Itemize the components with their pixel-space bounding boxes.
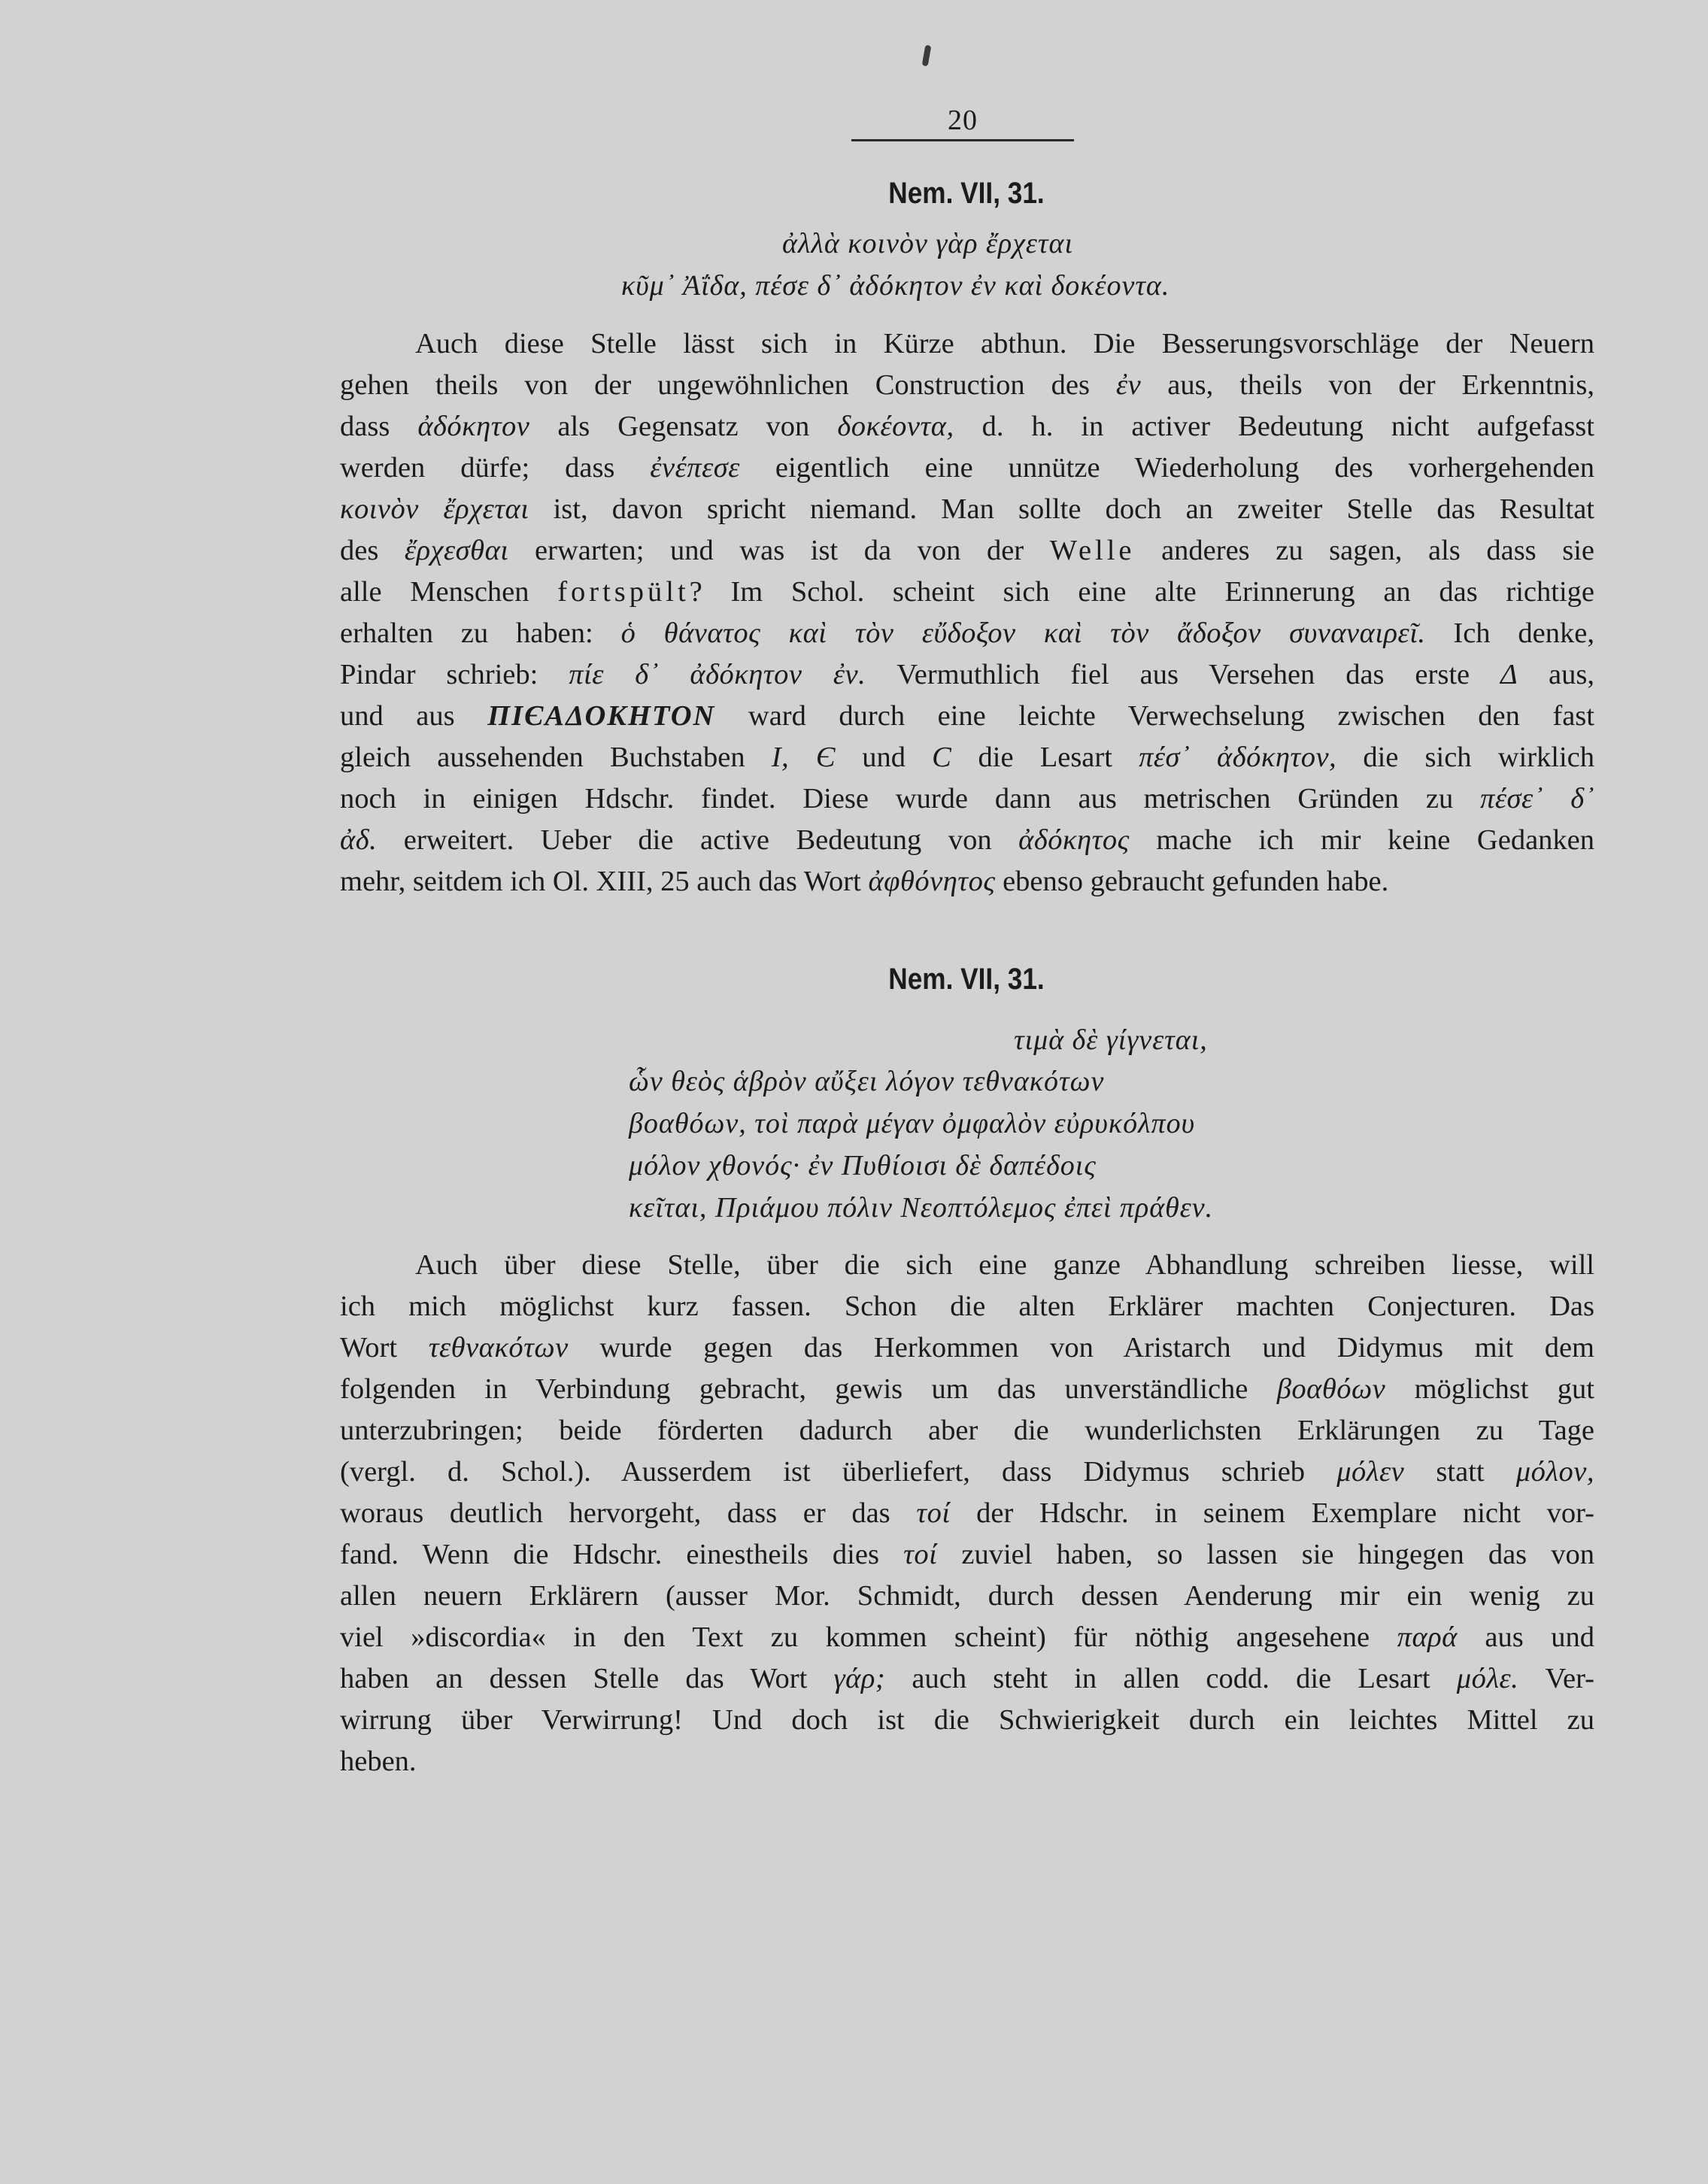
body-line: fand. Wenn die Hdschr. einestheils dies τοί zuviel haben, so lassen sie hingegen das von (340, 1539, 1595, 1570)
verse-line: μόλον χθονός· ἐν Πυθίοισι δὲ δαπέδοις (629, 1150, 1097, 1181)
section-1-verse-line (621, 265, 1170, 307)
body-line: erhalten zu haben: ὁ θάνατος καὶ τὸν εὔδοξον καὶ τὸν ἄδοξον συναναιρεῖ. Ich denke, (340, 617, 1594, 649)
verse-line: κεῖται, Πριάμου πόλιν Νεοπτόλεμος ἐπεὶ πράθεν. (629, 1192, 1214, 1224)
body-line: werden dürfe; dass ἐνέπεσε eigentlich eine unnütze Wiederholung des vorhergehenden (340, 452, 1594, 484)
body-line: Auch über diese Stelle, über die sich eine ganze Abhandlung schreiben liesse, will (415, 1249, 1594, 1281)
body-line: heben. (340, 1746, 417, 1777)
body-line: dass ἀδόκητον als Gegensatz von δοκέοντα, d. h. in activer Bedeutung nicht aufgefasst (340, 411, 1594, 442)
body-line: Pindar schrieb: πίε δ᾽ ἀδόκητον ἐν. Vermuthlich fiel aus Versehen das erste Δ aus, (340, 659, 1594, 690)
body-line: ich mich möglichst kurz fassen. Schon die alten Erklärer machten Conjecturen. Das (340, 1291, 1594, 1322)
body-line: alle Menschen fortspült? Im Schol. scheint sich eine alte Erinnerung an das richtige (340, 576, 1594, 608)
verse-line: τιμὰ δὲ γίγνεται, (1014, 1024, 1208, 1056)
section-2-body (340, 1245, 1594, 1782)
body-line: gehen theils von der ungewöhnlichen Construction des ἐν aus, theils von der Erkenntnis, (340, 369, 1594, 401)
body-line: Wort τεθνακότων wurde gegen das Herkommen von Aristarch und Didymus mit dem (340, 1332, 1594, 1363)
body-line: ἀδ. erweitert. Ueber die active Bedeutung von ἀδόκητος mache ich mir keine Gedanken (340, 824, 1594, 856)
body-line: folgenden in Verbindung gebracht, gewis um das unverständliche βοαθόων möglichst gut (340, 1373, 1594, 1405)
body-line: gleich aussehenden Buchstaben Ι, Є und C die Lesart πέσ᾽ ἀδόκητον, die sich wirklich (340, 742, 1594, 773)
body-line: haben an dessen Stelle das Wort γάρ; auch steht in allen codd. die Lesart μόλε. Ver- (340, 1663, 1595, 1694)
body-line: allen neuern Erklärern (ausser Mor. Schmidt, durch dessen Aenderung mir ein wenig zu (340, 1580, 1594, 1612)
verse-line: ἀλλὰ κοινὸν γὰρ ἔρχεται (782, 228, 1074, 259)
section-2-verse-block (629, 1060, 1213, 1229)
section-2-verse-line (1014, 1019, 1208, 1061)
body-line: viel »discordia« in den Text zu kommen scheint) für nöthig angesehene παρά aus und (340, 1621, 1594, 1653)
body-line: unterzubringen; beide förderten dadurch aber die wunderlichsten Erklärungen zu Tage (340, 1415, 1594, 1446)
body-line: mehr, seitdem ich Ol. XIII, 25 auch das Wort ἀφθόνητος ebenso gebraucht gefunden habe. (340, 866, 1389, 897)
page-number: 20 (948, 105, 978, 136)
body-line: des ἔρχεσθαι erwarten; und was ist da von der Welle anderes zu sagen, als dass sie (340, 535, 1594, 566)
section-1-verse-line (782, 223, 1073, 265)
section-1-heading: Nem. VII, 31. (888, 177, 1045, 210)
section-2-heading: Nem. VII, 31. (888, 963, 1045, 996)
body-line: und aus ΠΙЄΑΔΟΚΗΤΟΝ ward durch eine leichte Verwechselung zwischen den fast (340, 700, 1594, 732)
verse-line: βοαθόων, τοὶ παρὰ μέγαν ὀμφαλὸν εὐρυκόλπου (629, 1108, 1196, 1139)
verse-line: ὧν θεὸς ἁβρὸν αὔξει λόγον τεθνακότων (629, 1066, 1105, 1097)
ink-mark (922, 45, 932, 67)
body-line: wirrung über Verwirrung! Und doch ist die Schwierigkeit durch ein leichtes Mittel zu (340, 1704, 1594, 1736)
verse-line: κῦμ᾽ Ἀΐδα, πέσε δ᾽ ἀδόκητον ἐν καὶ δοκέοντα. (621, 270, 1170, 302)
body-line: κοινὸν ἔρχεται ist, davon spricht niemand. Man sollte doch an zweiter Stelle das Resultat (340, 493, 1594, 525)
section-1-body (340, 323, 1594, 902)
body-line: Auch diese Stelle lässt sich in Kürze abthun. Die Besserungsvorschläge der Neuern (415, 328, 1594, 359)
body-line: (vergl. d. Schol.). Ausserdem ist überliefert, dass Didymus schrieb μόλεν statt μόλον, (340, 1456, 1594, 1488)
body-line: woraus deutlich hervorgeht, dass er das τοί der Hdschr. in seinem Exemplare nicht vor- (340, 1497, 1594, 1529)
header-rule (851, 139, 1074, 141)
body-line: noch in einigen Hdschr. findet. Diese wurde dann aus metrischen Gründen zu πέσε᾽ δ᾽ (340, 783, 1595, 814)
